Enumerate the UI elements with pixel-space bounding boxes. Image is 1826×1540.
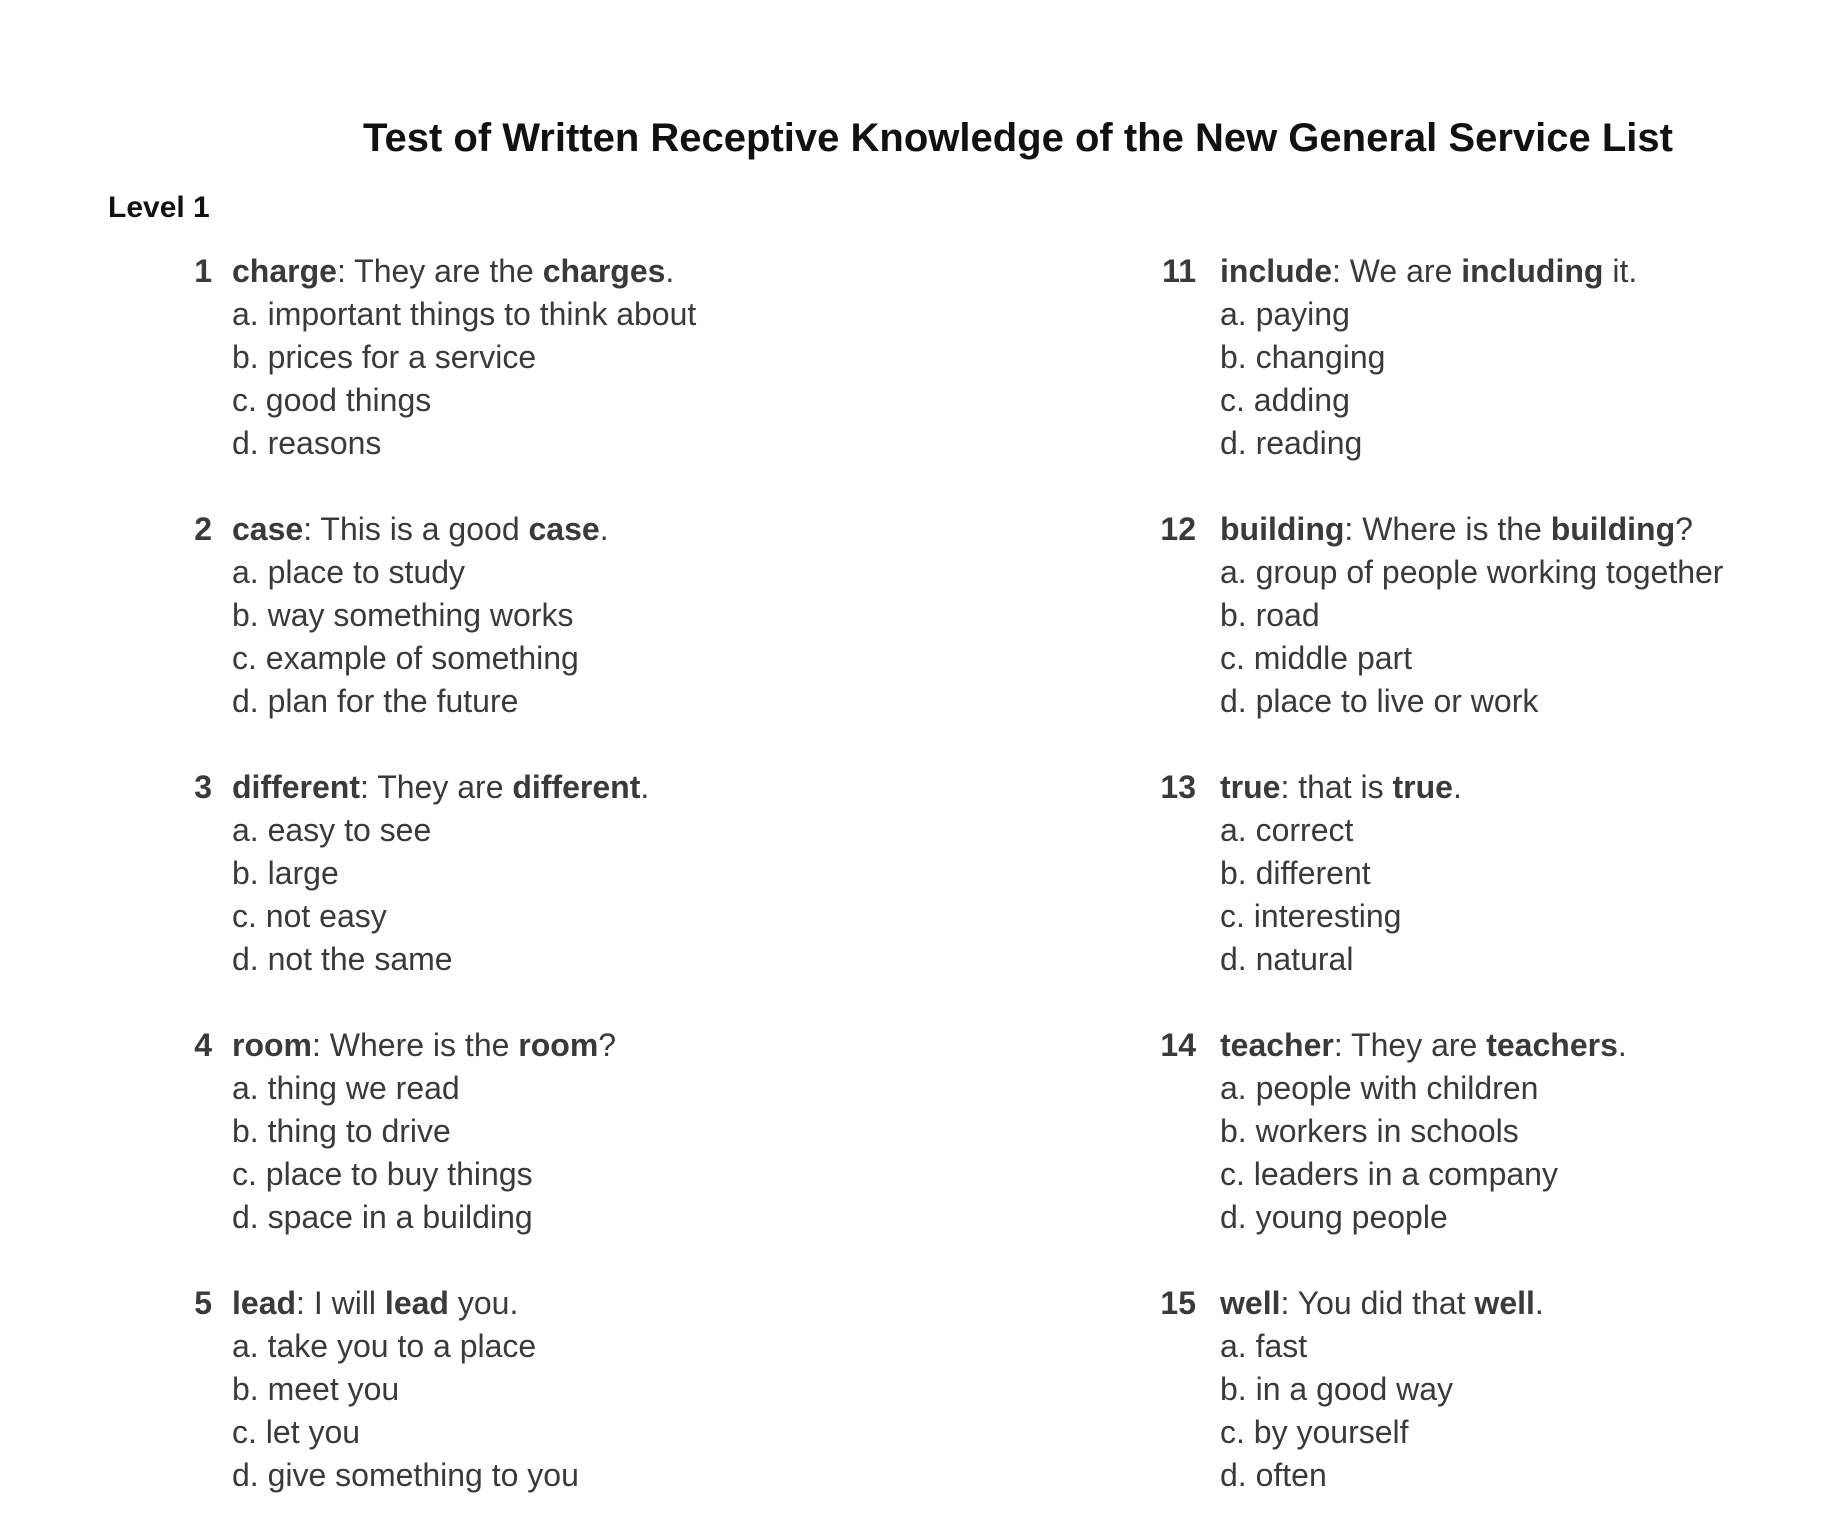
answer-option: a. correct [1220,812,1354,848]
target-word: include [1220,253,1333,289]
prompt-keyword: true [1392,769,1453,805]
answer-option: c. good things [232,382,432,418]
question-number: 14 [1160,1027,1196,1063]
question-number: 4 [194,1027,212,1063]
answer-option: b. thing to drive [232,1113,451,1149]
answer-option: b. meet you [232,1371,400,1407]
answer-options [1160,293,1820,465]
question-item [1160,766,1820,1024]
answer-options [190,1067,990,1239]
answer-option: d. not the same [232,941,453,977]
question-item [1160,250,1820,508]
question-number: 2 [194,511,212,547]
question-prompt [190,1024,990,1067]
answer-option: b. workers in schools [1220,1113,1519,1149]
question-number: 5 [194,1285,212,1321]
answer-option: c. let you [232,1414,361,1450]
answer-option: a. place to study [232,554,466,590]
answer-option: c. interesting [1220,898,1402,934]
question-prompt [190,766,990,809]
prompt-keyword: case [528,511,600,547]
prompt-text: : that is [1280,769,1393,805]
prompt-text: : We are [1332,253,1462,289]
question-prompt [1160,1282,1820,1325]
answer-option: a. easy to see [232,812,432,848]
prompt-keyword: teachers [1486,1027,1618,1063]
target-word: charge [232,253,337,289]
question-prompt [190,1282,990,1325]
question-item [1160,1024,1820,1282]
answer-option: c. by yourself [1220,1414,1409,1450]
question-number: 1 [194,253,212,289]
answer-option: d. space in a building [232,1199,533,1235]
prompt-keyword: including [1461,253,1604,289]
prompt-text-end: ? [598,1027,617,1063]
prompt-text: : They are the [336,253,543,289]
question-number: 3 [194,769,212,805]
question-item [190,250,990,508]
prompt-text: : Where is the [1344,511,1551,547]
answer-option: a. fast [1220,1328,1308,1364]
answer-option: b. road [1220,597,1320,633]
target-word: room [232,1027,312,1063]
prompt-text-end: . [665,253,675,289]
prompt-keyword: charges [542,253,666,289]
prompt-keyword: lead [384,1285,449,1321]
question-prompt [1160,766,1820,809]
target-word: different [232,769,360,805]
prompt-text: : I will [296,1285,385,1321]
answer-option: b. large [232,855,339,891]
question-item [190,1024,990,1282]
question-item [1160,1282,1820,1540]
question-item [190,508,990,766]
prompt-text: : This is a good [303,511,529,547]
right-question-column [1160,250,1820,1540]
prompt-text-end: ? [1675,511,1693,547]
prompt-keyword: different [512,769,641,805]
prompt-text-end: . [1452,769,1462,805]
left-question-column [190,250,990,1540]
answer-option: a. take you to a place [232,1328,537,1364]
answer-options [1160,1067,1820,1239]
prompt-text: : Where is the [312,1027,519,1063]
answer-option: a. group of people working together [1220,554,1724,590]
answer-options [1160,551,1820,723]
answer-option: b. changing [1220,339,1386,375]
answer-option: d. place to live or work [1220,683,1539,719]
prompt-text-end: . [1617,1027,1627,1063]
answer-option: a. people with children [1220,1070,1539,1106]
answer-option: c. adding [1220,382,1350,418]
prompt-text: : They are [1333,1027,1487,1063]
answer-option: b. different [1220,855,1371,891]
answer-options [1160,1325,1820,1497]
question-item [190,1282,990,1540]
answer-option: d. often [1220,1457,1327,1493]
question-prompt [1160,1024,1820,1067]
prompt-text: : They are [360,769,513,805]
answer-option: c. not easy [232,898,387,934]
prompt-text-end: it. [1603,253,1638,289]
question-number: 12 [1160,511,1196,547]
answer-options [190,551,990,723]
answer-option: a. paying [1220,296,1350,332]
answer-option: c. place to buy things [232,1156,533,1192]
answer-option: d. reasons [232,425,382,461]
question-number: 13 [1160,769,1196,805]
answer-options [190,809,990,981]
target-word: true [1220,769,1281,805]
target-word: lead [232,1285,297,1321]
answer-options [190,1325,990,1497]
answer-option: c. middle part [1220,640,1413,676]
prompt-keyword: well [1474,1285,1535,1321]
target-word: well [1220,1285,1281,1321]
answer-option: d. reading [1220,425,1363,461]
question-prompt [1160,508,1820,551]
answer-options [1160,809,1820,981]
question-prompt [190,250,990,293]
page-title: Test of Written Receptive Knowledge of the New General Service List [363,116,1673,160]
level-heading: Level 1 [108,191,210,224]
question-number: 15 [1160,1285,1196,1321]
answer-option: d. plan for the future [232,683,519,719]
answer-option: b. prices for a service [232,339,537,375]
prompt-text-end: you. [448,1285,519,1321]
answer-option: a. important things to think about [232,296,697,332]
question-item [190,766,990,1024]
question-prompt [1160,250,1820,293]
answer-option: d. give something to you [232,1457,579,1493]
prompt-text-end: . [599,511,609,547]
answer-option: d. young people [1220,1199,1448,1235]
question-prompt [190,508,990,551]
answer-option: b. way something works [232,597,574,633]
target-word: teacher [1220,1027,1334,1063]
target-word: building [1220,511,1345,547]
prompt-keyword: room [518,1027,599,1063]
question-item [1160,508,1820,766]
prompt-text: : You did that [1280,1285,1475,1321]
answer-options [190,293,990,465]
target-word: case [232,511,304,547]
question-number: 11 [1162,253,1196,289]
answer-option: c. leaders in a company [1220,1156,1558,1192]
answer-option: c. example of something [232,640,579,676]
prompt-text-end: . [1534,1285,1544,1321]
prompt-keyword: building [1550,511,1676,547]
answer-option: d. natural [1220,941,1354,977]
prompt-text-end: . [640,769,650,805]
answer-option: a. thing we read [232,1070,460,1106]
answer-option: b. in a good way [1220,1371,1454,1407]
